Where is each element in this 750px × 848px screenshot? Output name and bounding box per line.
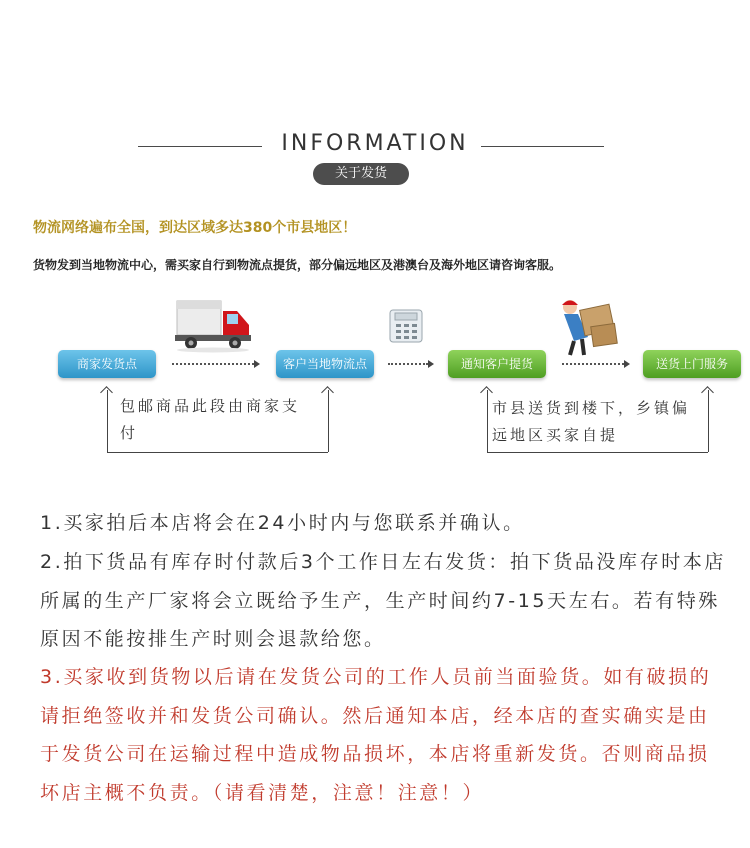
policy-item-3-warning: 3.买家收到货物以后请在发货公司的工作人员前当面验货。如有破损的请拒绝签收并和发货公司确认。然后通知本店，经本店的查实确实是由于发货公司在运输过程中造成物品损坏，本店将重新发货。否则商品损坏店主概不负责。（请看清楚，注意！注意！） xyxy=(40,666,712,804)
step-notify-pickup: 通知客户提货 xyxy=(448,350,546,378)
flow-arrow-1 xyxy=(172,363,254,365)
coverage-headline: 物流网络遍布全国，到达区域多达380个市县地区！ xyxy=(33,220,357,236)
note-free-shipping: 包邮商品此段由商家支付 xyxy=(120,397,301,442)
flow-arrow-3 xyxy=(562,363,624,365)
pickup-notice: 货物发到当地物流中心，需买家自行到物流点提货，部分偏远地区及港澳台及海外地区请咨询客服。 xyxy=(33,258,562,272)
flow-arrow-2 xyxy=(388,363,428,365)
section-badge: 关于发货 xyxy=(313,163,409,185)
policy-item-2: 2.拍下货品有库存时付款后3个工作日左右发货：拍下货品没库存时本店所属的生产厂家将会立既给予生产，生产时间约7-15天左右。若有特殊原因不能按排生产时则会退款给您。 xyxy=(40,551,727,650)
step-merchant-shipping: 商家发货点 xyxy=(58,350,156,378)
step-local-logistics: 客户当地物流点 xyxy=(276,350,374,378)
up-arrow-right-1 xyxy=(487,390,488,452)
delivery-man-icon xyxy=(558,297,624,357)
step-door-delivery: 送货上门服务 xyxy=(643,350,741,378)
policy-item-1: 1.买家拍后本店将会在24小时内与您联系并确认。 xyxy=(40,512,525,534)
truck-icon xyxy=(173,297,255,353)
note-delivery-scope: 市县送货到楼下，乡镇偏远地区买家自提 xyxy=(492,399,691,444)
telephone-icon xyxy=(386,306,428,346)
up-arrow-left-1 xyxy=(107,390,108,452)
up-arrow-right-2 xyxy=(708,390,709,452)
up-arrow-left-2 xyxy=(328,390,329,452)
section-title: INFORMATION xyxy=(281,131,469,156)
